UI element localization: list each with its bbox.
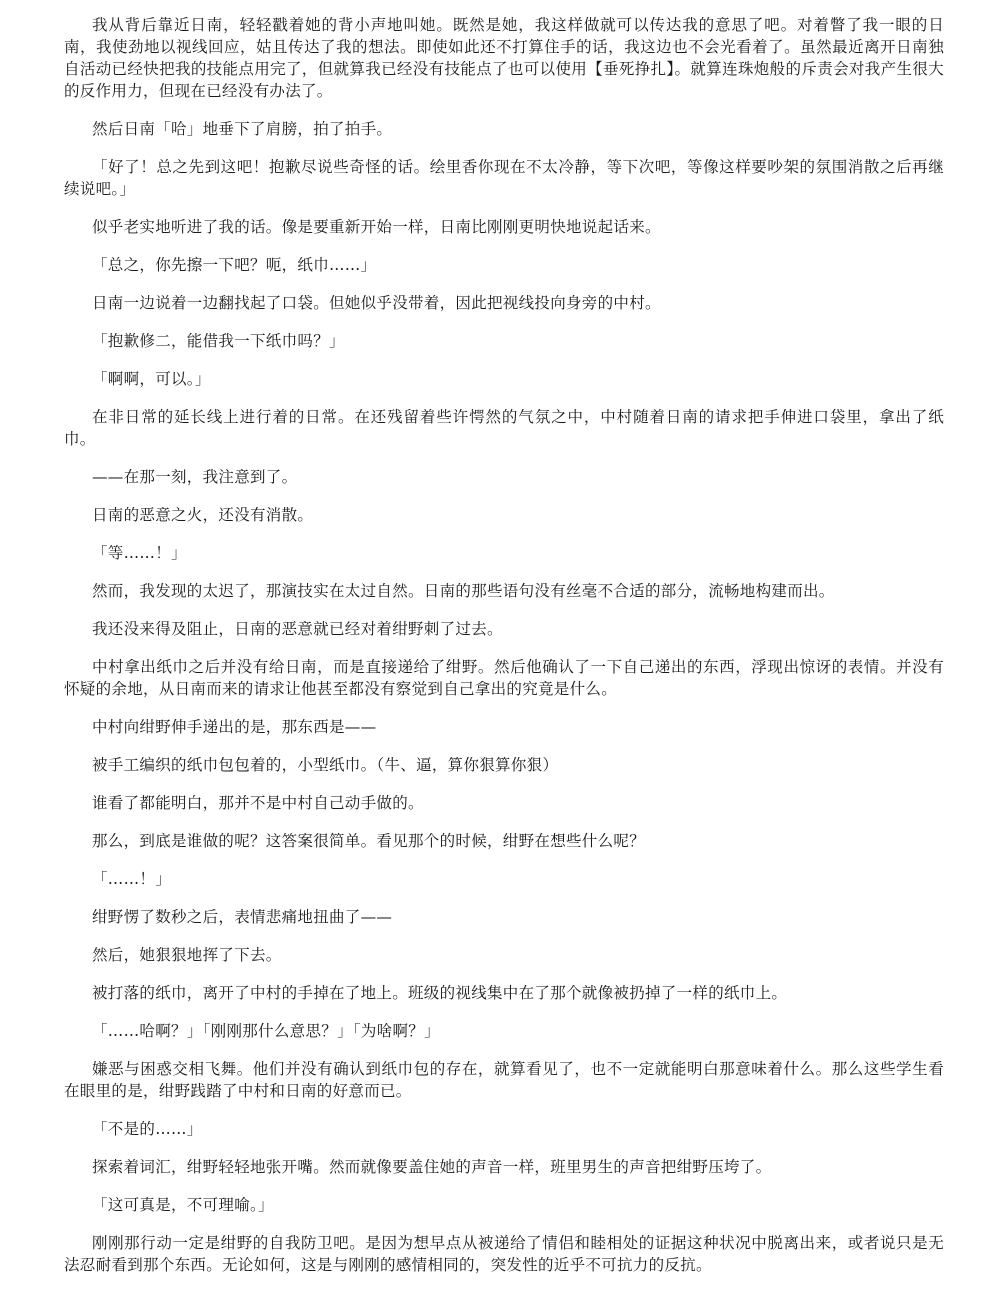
paragraph: 中村向绀野伸手递出的是，那东西是—— <box>92 718 377 736</box>
paragraph: 日南的恶意之火，还没有消散。 <box>92 506 314 524</box>
paragraph: 嫌恶与困惑交相飞舞。他们并没有确认到纸巾包的存在，就算看见了，也不一定就能明白那意味着什么。那么这些学生看在眼里的是，绀野践踏了中村和日南的好意而已。 <box>64 1060 944 1100</box>
paragraph: 「不是的……」 <box>92 1120 203 1138</box>
paragraph: 被打落的纸巾，离开了中村的手掉在了地上。班级的视线集中在了那个就像被扔掉了一样的纸巾上。 <box>92 984 788 1002</box>
paragraph: 然而，我发现的太迟了，那演技实在太过自然。日南的那些语句没有丝毫不合适的部分，流畅地构建而出。 <box>92 582 835 600</box>
paragraph: 「这可真是，不可理喻。」 <box>92 1196 274 1214</box>
paragraph: 「啊啊，可以。」 <box>92 370 211 388</box>
paragraph: 似乎老实地听进了我的话。像是要重新开始一样，日南比刚刚更明快地说起话来。 <box>92 218 661 236</box>
paragraph: 「抱歉修二，能借我一下纸巾吗？」 <box>92 332 345 350</box>
paragraph: ——在那一刻，我注意到了。 <box>92 468 298 486</box>
paragraph: 「好了！总之先到这吧！抱歉尽说些奇怪的话。绘里香你现在不太冷静，等下次吧，等像这样要吵架的氛围消散之后再继续说吧。」 <box>64 158 944 198</box>
paragraph: 然后日南「哈」地垂下了肩膀，拍了拍手。 <box>92 120 393 138</box>
paragraph: 在非日常的延长线上进行着的日常。在还残留着些许愕然的气氛之中，中村随着日南的请求把手伸进口袋里，拿出了纸巾。 <box>64 408 944 448</box>
paragraph: 「……哈啊？」「刚刚那什么意思？」「为啥啊？」 <box>92 1022 440 1040</box>
paragraph: 「总之，你先擦一下吧？呃，纸巾……」 <box>92 256 377 274</box>
paragraph: 绀野愣了数秒之后，表情悲痛地扭曲了—— <box>92 908 393 926</box>
paragraph: 「等……！」 <box>92 544 187 562</box>
paragraph: 我还没来得及阻止，日南的恶意就已经对着绀野刺了过去。 <box>92 620 503 638</box>
paragraph: 日南一边说着一边翻找起了口袋。但她似乎没带着，因此把视线投向身旁的中村。 <box>92 294 661 312</box>
paragraph: 刚刚那行动一定是绀野的自我防卫吧。是因为想早点从被递给了情侣和睦相处的证据这种状况中脱离出来，或者说只是无法忍耐看到那个东西。无论如何，这是与刚刚的感情相同的，突发性的近乎不可抗力的反抗。 <box>64 1234 944 1274</box>
paragraph: 探索着词汇，绀野轻轻地张开嘴。然而就像要盖住她的声音一样，班里男生的声音把绀野压垮了。 <box>92 1158 772 1176</box>
paragraph: 谁看了都能明白，那并不是中村自己动手做的。 <box>92 794 424 812</box>
document-page <box>64 14 944 1292</box>
paragraph: 那么，到底是谁做的呢？这答案很简单。看见那个的时候，绀野在想些什么呢？ <box>92 832 646 850</box>
paragraph: 「……！」 <box>92 870 172 888</box>
paragraph: 我从背后靠近日南，轻轻戳着她的背小声地叫她。既然是她，我这样做就可以传达我的意思了吧。对着瞥了我一眼的日南，我使劲地以视线回应，姑且传达了我的想法。即使如此还不打算住手的话，我这边也不会光看着了。虽然最近离开日南独自活动已经快把我的技能点用完了，但就算我已经没有技能点了也可以使用【垂死挣扎】。就算连珠炮般的斥责会对我产生很大的反作用力，但现在已经没有办法了。 <box>64 16 944 100</box>
paragraph: 然后，她狠狠地挥了下去。 <box>92 946 282 964</box>
paragraph: 中村拿出纸巾之后并没有给日南，而是直接递给了绀野。然后他确认了一下自己递出的东西，浮现出惊讶的表情。并没有怀疑的余地，从日南而来的请求让他甚至都没有察觉到自己拿出的究竟是什么。 <box>64 658 944 698</box>
paragraph: 被手工编织的纸巾包包着的，小型纸巾。（牛、逼，算你狠算你狠） <box>92 756 559 774</box>
